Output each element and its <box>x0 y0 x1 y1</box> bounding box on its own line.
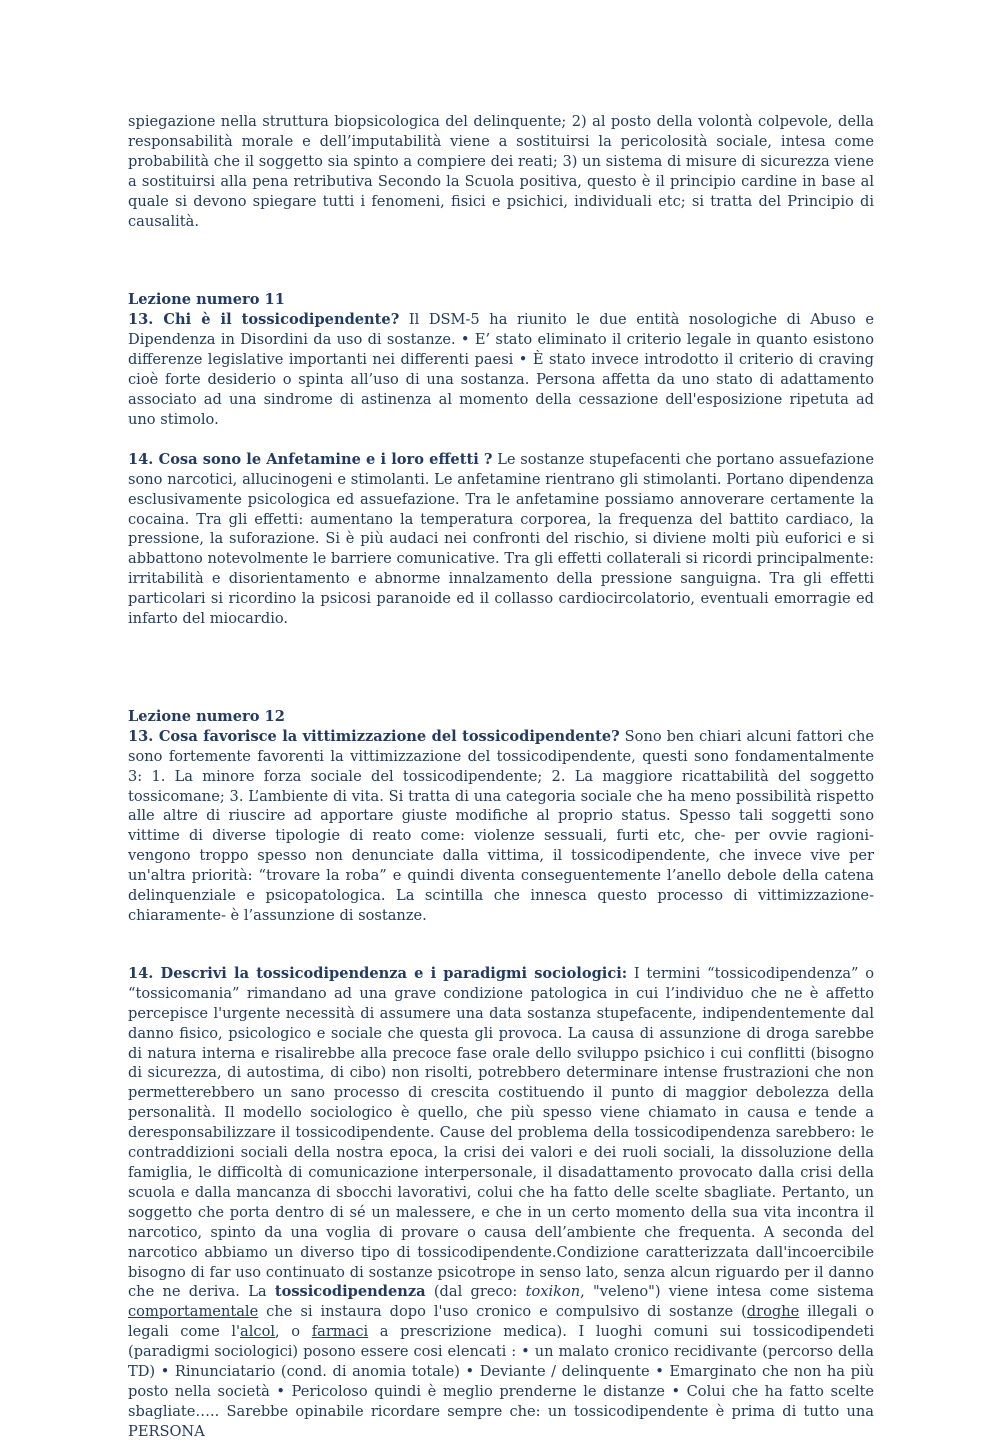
greek-term: toxikon <box>525 1283 581 1301</box>
lesson-12-question-14 <box>128 964 874 1442</box>
answer-text: I termini “tossicodipendenza” o “tossicomania” rimandano ad una grave condizione patologica in cui l’individuo che ne è affetto percepisce l'urgente necessità di assumere una data sostanza stupefacente, indipendentemente dal danno fisico, psicologico e sociale che questa gli provoca. La causa di assunzione di droga sarebbe di natura interna e risalirebbe alla precoce fase orale dello sviluppo psichico i cui conflitti (bisogno di sicurezza, di autostima, di cibo) non risolti, potrebbero determinare intense frustrazioni che non permetterebbero un sano processo di crescita costituendo il punto di maggior debolezza della personalità. Il modello sociologico è quello, che più spesso viene chiamato in causa e tende a deresponsabilizzare il tossicodipendente. Cause del problema della tossicodipendenza sarebbero: le contraddizioni sociali della nostra epoca, la crisi dei valori e dei ruoli sociali, la dissoluzione della famiglia, le difficoltà di comunicazione interpersonale, il disadattamento provocato dalla crisi della scuola e dalla mancanza di sbocchi lavorativi, colui che ha fatto delle scelte sbagliate. Pertanto, un soggetto che porta dentro di sé un malessere, e che in un certo momento della sua vita incontra il narcotico, spinto da una voglia di provare o causa dell’ambiente che frequenta. A seconda del narcotico abbiamo un diverso tipo di tossicodipendente.Condizione caratterizzata dall'incoercibile bisogno di far uso continuato di sostanze psicotrope in senso lato, senza alcun riguardo per il danno che ne deriva. La <box>128 964 874 1301</box>
lesson-12-heading: Lezione numero 12 <box>128 707 285 725</box>
intro-paragraph: spiegazione nella struttura biopsicologica del delinquente; 2) al posto della volontà colpevole, della responsabilità morale e dell’imputabilità viene a sostituirsi la pericolosità sociale, intesa come probabilità che il soggetto sia spinto a compiere dei reati; 3) un sistema di misure di sicurezza viene a sostituirsi alla pena retributiva Secondo la Scuola positiva, questo è il principio cardine in base al quale si devono spiegare tutti i fenomeni, fisici e psichici, individuali etc; si tratta del Principio di causalità. <box>128 113 874 230</box>
question-label: 13. Chi è il tossicodipendente? <box>128 311 400 329</box>
answer-text: che si instaura dopo l'uso cronico e compulsivo di sostanze ( <box>258 1303 747 1321</box>
link-droghe[interactable]: droghe <box>746 1303 800 1321</box>
link-farmaci[interactable]: farmaci <box>311 1323 369 1341</box>
document-page <box>128 112 874 1442</box>
answer-text: , "veleno") viene intesa come sistema <box>580 1283 874 1301</box>
answer-text: Il DSM-5 ha riunito le due entità nosologiche di Abuso e Dipendenza in Disordini da uso di sostanze. • E’ stato eliminato il criterio legale in quanto esistono differenze legislative importanti nei differenti paesi • È stato invece introdotto il criterio di craving cioè forte desiderio o spinta all’uso di una sostanza. Persona affetta da uno stato di adattamento associato ad una sindrome di astinenza al momento della cessazione dell'esposizione ripetuta ad uno stimolo. <box>128 311 875 428</box>
answer-text: Le sostanze stupefacenti che portano assuefazione sono narcotici, allucinogeni e stimolanti. Le anfetamine rientrano gli stimolanti. Portano dipendenza esclusivamente psicologica ed assuefazione. Tra le anfetamine possiamo annoverare certamente la cocaina. Tra gli effetti: aumentano la temperatura corporea, la frequenza del battito cardiaco, la pressione, la suforazione. Si è più audaci nei confronti del rischio, si diviene molti più euforici e si abbattono notevolmente le barriere comunicative. Tra gli effetti collaterali si ricordi principalmente: irritabilità e disorientamento e abnorme innalzamento della pressione sanguigna. Tra gli effetti particolari si ricordino la psicosi paranoide ed il collasso cardiocircolatorio, eventuali emorragie ed infarto del miocardio. <box>128 450 874 628</box>
term-bold: tossicodipendenza <box>274 1283 426 1301</box>
question-label: 14. Cosa sono le Anfetamine e i loro effetti ? <box>128 450 493 468</box>
lesson-11-question-14 <box>128 450 874 629</box>
lesson-11-question-13 <box>128 310 874 429</box>
answer-text: (dal greco: <box>425 1283 526 1301</box>
question-label: 14. Descrivi la tossicodipendenza e i paradigmi sociologici: <box>128 964 628 982</box>
lesson-11-heading: Lezione numero 11 <box>128 291 285 309</box>
answer-text: , o <box>275 1323 312 1341</box>
link-comportamentale[interactable]: comportamentale <box>128 1303 259 1321</box>
answer-text: Sono ben chiari alcuni fattori che sono fortemente favorenti la vittimizzazione del tossicodipendente, questi sono fondamentalmente 3: 1. La minore forza sociale del tossicodipendente; 2. La maggiore ricattabilità del soggetto tossicomane; 3. L’ambiente di vita. Si tratta di una categoria sociale che ha meno possibilità rispetto alle altre di riuscire ad apportare giuste modifiche al proprio status. Spesso tali soggetti sono vittime di diverse tipologie di reato come: violenze sessuali, furti etc, che- per ovvie ragioni- vengono troppo spesso non denunciate dalla vittima, il tossicodipendente, che invece vive per un'altra priorità: “trovare la roba” e quindi diventa conseguentemente l’anello debole della catena delinquenziale e psicopatologica. La scintilla che innesca questo processo di vittimizzazione- chiaramente- è l’assunzione di sostanze. <box>128 727 874 924</box>
link-alcol[interactable]: alcol <box>240 1323 276 1341</box>
lesson-12-question-13 <box>128 727 874 926</box>
question-label: 13. Cosa favorisce la vittimizzazione del tossicodipendente? <box>128 727 620 745</box>
answer-text: a prescrizione medica). I luoghi comuni sui tossicodipendeti (paradigmi sociologici) posono essere cosi elencati : • un malato cronico recidivante (percorso della TD) • Rinunciatario (cond. di anomia totale) • Deviante / delinquente • Emarginato che non ha più posto nella società • Pericoloso quindi è meglio prenderne le distanze • Colui che ha fatto scelte sbagliate….. Sarebbe opinabile ricordare sempre che: un tossicodipendente è prima di tutto una PERSONA <box>128 1323 874 1440</box>
answer-text: illegali o legali come l' <box>128 1303 874 1341</box>
